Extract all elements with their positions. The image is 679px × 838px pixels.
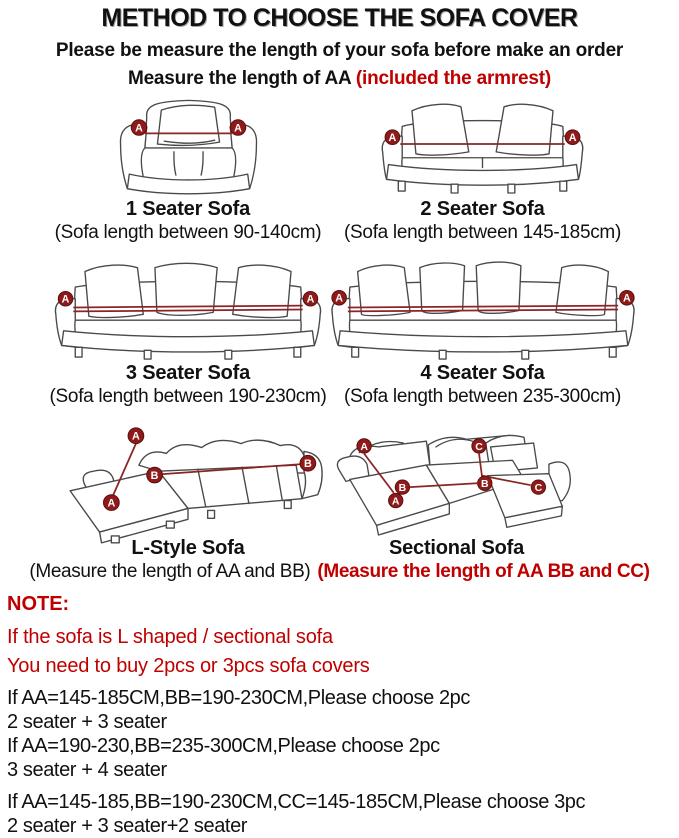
rule [7,686,679,734]
sofa-name: 4 Seater Sofa [420,362,545,384]
rule-condition: If AA=190-230,BB=235-300CM,Please choose 2pc [7,735,440,757]
svg-text:B: B [303,458,312,471]
svg-text:A: A [388,132,397,145]
rule-combo: 3 seater + 4 seater [7,759,167,781]
marker-a [619,291,634,306]
note-line: You need to buy 2pcs or 3pcs sofa covers [7,655,370,677]
three-seater-illustration [42,256,334,360]
marker-a [58,291,73,306]
rule-combo: 2 seater + 3 seater [7,711,167,733]
marker-a [103,495,119,511]
marker-a [131,120,147,136]
sofa-range: (Sofa length between 90-140cm) [54,222,322,243]
marker-a [230,120,246,136]
sofa-name: L-Style Sofa [131,537,245,559]
four-seater-illustration [322,256,644,360]
svg-text:A: A [134,122,143,135]
svg-text:B: B [150,469,159,482]
three-seater-cell [0,256,340,408]
page-title: METHOD TO CHOOSE THE SOFA COVER [101,4,578,32]
svg-text:A: A [359,440,368,453]
sofa-range: (Sofa length between 145-185cm) [344,222,621,243]
sofa-name: 2 Seater Sofa [420,198,545,220]
svg-text:A: A [233,122,242,135]
header [0,0,679,90]
svg-text:A: A [132,430,140,443]
row-large-sofas [0,256,679,408]
two-seater-illustration [365,96,600,196]
sofa-range: (Sofa length between 190-230cm) [49,386,327,407]
marker-b [395,480,409,494]
marker-b [300,455,316,471]
svg-text:A: A [391,495,400,508]
rules [7,686,679,838]
l-style-cell [0,422,340,560]
sectional-cell [340,422,679,560]
marker-a [128,428,144,444]
four-seater-cell [334,256,679,408]
rule-combo: 2 seater + 3 seater+2 seater [7,815,248,837]
svg-text:A: A [61,293,70,306]
marker-a [385,130,400,145]
one-seater-illustration [106,96,271,196]
svg-text:A: A [622,292,631,305]
note-heading: NOTE: [7,593,70,615]
l-style-measure: (Measure the length of AA and BB) [29,561,311,582]
corner-measure-instructions [0,561,679,583]
note-section [0,593,679,838]
rule [7,734,679,782]
one-seater-cell [0,96,340,244]
sofa-name: Sectional Sofa [388,537,524,559]
rule-condition: If AA=145-185CM,BB=190-230CM,Please choose 2pc [7,687,471,709]
marker-a [388,493,402,507]
note-line: If the sofa is L shaped / sectional sofa [7,626,333,648]
row-small-sofas [0,96,679,244]
svg-text:A: A [107,497,116,510]
marker-a [331,291,346,306]
subtitle: Please be measure the length of your sofa before make an order [55,40,624,61]
svg-text:B: B [480,478,489,491]
two-seater-cell [340,96,679,244]
marker-a [356,439,370,453]
sofa-name: 3 Seater Sofa [125,362,251,384]
svg-text:C: C [534,481,542,494]
marker-a [565,130,580,145]
sectional-illustration [329,422,585,535]
svg-text:A: A [306,293,315,306]
svg-text:C: C [474,440,483,453]
svg-text:A: A [568,132,577,145]
svg-text:B: B [398,481,406,494]
l-style-illustration [40,422,336,535]
measure-instruction-black: Measure the length of AA [127,68,351,89]
measure-instruction-red: (included the armrest) [355,68,552,89]
sectional-measure: (Measure the length of AA BB and CC) [317,561,650,582]
svg-text:A: A [334,292,343,305]
sofa-range: (Sofa length between 235-300cm) [344,386,621,407]
rule-condition: If AA=145-185,BB=190-230CM,CC=145-185CM,Please choose 3pc [7,791,586,813]
marker-c [531,480,545,494]
marker-b [147,467,163,483]
sofa-name: 1 Seater Sofa [125,198,251,220]
marker-c [471,439,485,453]
row-corner-sofas [0,422,679,560]
rule [7,790,679,838]
measure-instruction [0,68,679,90]
marker-b [477,476,491,490]
marker-a [303,291,318,306]
